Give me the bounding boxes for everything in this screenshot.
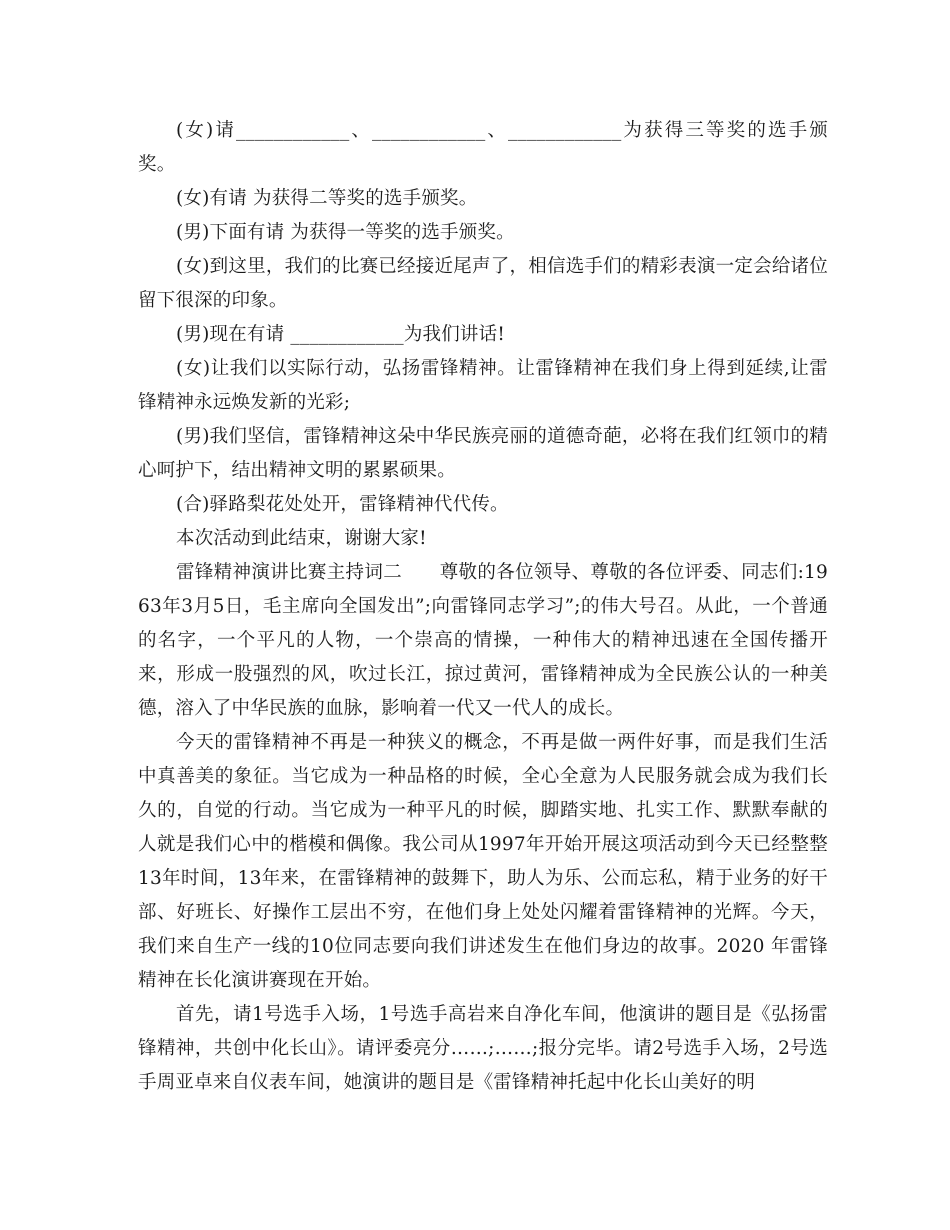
paragraph-female-host: (女)让我们以实际行动，弘扬雷锋精神。让雷锋精神在我们身上得到延续,让雷锋精神永远焕发新的光彩; [138,358,828,413]
paragraph-script-two-intro: 雷锋精神演讲比赛主持词二 尊敬的各位领导、尊敬的各位评委、同志们:1963年3月5日，毛主席向全国发出”;向雷锋同志学习”;的伟大号召。从此，一个普通的名字，一个平凡的人物，一个崇高的情操，一种伟大的精神迅速在全国传播开来，形成一股强烈的风，吹过长江，掠过黄河，雷锋精神成为全民族公认的一种美德，溶入了中华民族的血脉，影响着一代又一代人的成长。 [138,562,828,719]
paragraph-spirit-today: 今天的雷锋精神不再是一种狭义的概念，不再是做一两件好事，而是我们生活中真善美的象征。当它成为一种品格的时候，全心全意为人民服务就会成为我们长久的，自觉的行动。当它成为一种平凡的时候，脚踏实地、扎实工作、默默奉献的人就是我们心中的楷模和偶像。我公司从1997年开始开展这项活动到今天已经整整13年时间，13年来，在雷锋精神的鼓舞下，助人为乐、公而忘私，精于业务的好干部、好班长、好操作工层出不穷，在他们身上处处闪耀着雷锋精神的光辉。今天，我们来自生产一线的10位同志要向我们讲述发生在他们身边的故事。2020 年雷锋精神在长化演讲赛现在开始。 [138,732,828,991]
paragraph-third-prize: (女)请____________、____________、____________为获得三等奖的选手颁奖。 [138,120,828,175]
paragraph-end: 本次活动到此结束，谢谢大家! [176,528,427,549]
paragraph-male-host: (男)我们坚信，雷锋精神这朵中华民族亮丽的道德奇葩，必将在我们红领巾的精心呵护下，结出精神文明的累累硕果。 [138,426,828,481]
paragraph-contestants: 首先，请1号选手入场，1号选手高岩来自净化车间，他演讲的题目是《弘扬雷锋精神，共创中化长山》。请评委亮分……;……;报分完毕。请2号选手入场，2号选手周亚卓来自仪表车间，她演讲的题目是《雷锋精神托起中化长山美好的明 [138,1004,828,1093]
paragraph-closing-remarks: (女)到这里，我们的比赛已经接近尾声了，相信选手们的精彩表演一定会给诸位留下很深的印象。 [138,256,828,311]
paragraph-second-prize: (女)有请 为获得二等奖的选手颁奖。 [176,188,478,209]
document-body [138,114,828,1100]
paragraph-first-prize: (男)下面有请 为获得一等奖的选手颁奖。 [176,222,515,243]
paragraph-together: (合)驿路梨花处处开，雷锋精神代代传。 [176,494,509,515]
paragraph-invite-speech: (男)现在有请 ____________为我们讲话! [176,324,505,345]
